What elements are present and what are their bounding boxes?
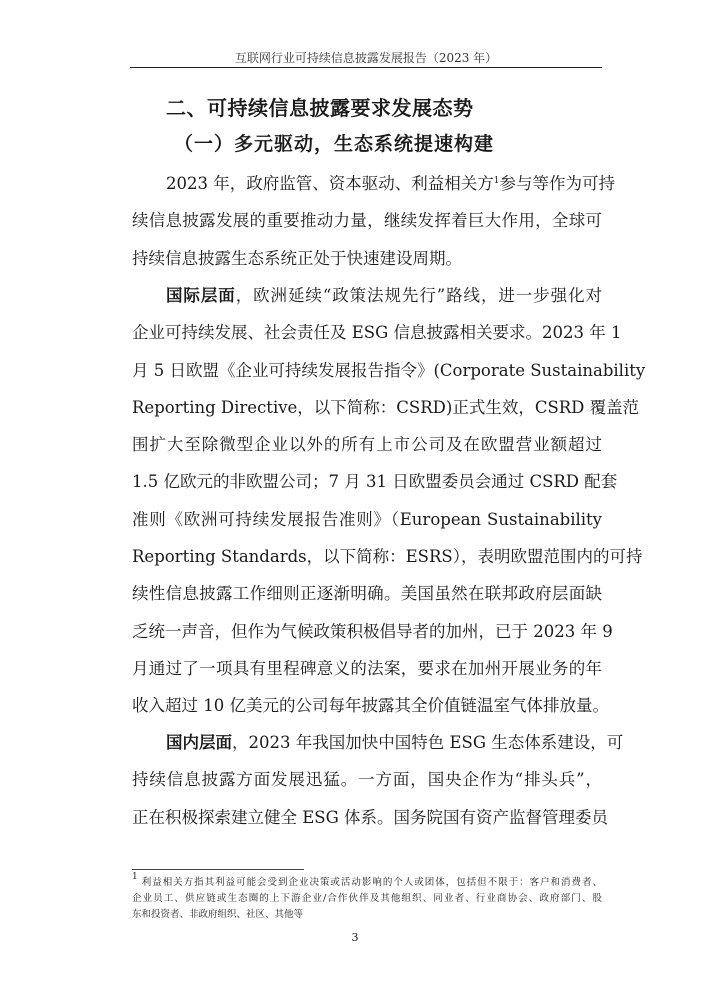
page-number: 3 [351, 931, 359, 944]
footnote [132, 872, 602, 923]
paragraph-line: 准则《欧洲可持续发展报告准则》（European Sustainability [132, 509, 602, 529]
paragraph-line: 收入超过 10 亿美元的公司每年披露其全价值链温室气体排放量。 [132, 696, 609, 716]
paragraph-line: 企业可持续发展、社会责任及 ESG 信息披露相关要求。2023 年 1 [132, 323, 622, 343]
paragraph-line: Reporting Standards，以下简称：ESRS），表明欧盟范围内的可持 [132, 547, 643, 567]
running-header: 互联网行业可持续信息披露发展报告（2023 年） [234, 51, 498, 65]
paragraph-line: 国内层面，2023 年我国加快中国特色 ESG 生态体系建设，可 [166, 733, 624, 752]
paragraph-lead: 国内层面 [166, 733, 232, 752]
footnote-line: $^1$ 利益相关方指其利益可能会受到企业决策或活动影响的个人或团体，包括但不限于：客户和消费者、 [132, 872, 602, 888]
paragraph-lead: 国际层面 [166, 286, 236, 305]
paragraph-line: 正在积极探索建立健全 ESG 体系。国务院国有资产监督管理委员 [132, 807, 609, 827]
paragraph-domestic [132, 724, 624, 836]
footnote-marker: 1 [132, 872, 138, 882]
paragraph-line: 2023 年，政府监管、资本驱动、利益相关方$^1$参与等作为可持 [166, 174, 615, 193]
paragraph-line: 乏统一声音，但作为气候政策积极倡导者的加州，已于 2023 年 9 [132, 621, 613, 641]
paragraph-line: 持续信息披露生态系统正处于快速建设周期。 [132, 248, 462, 268]
paragraph-line: 月通过了一项具有里程碑意义的法案，要求在加州开展业务的年 [132, 658, 602, 678]
paragraph-line: 围扩大至除微型企业以外的所有上市公司及在欧盟营业额超过 [132, 435, 602, 455]
paragraph-line: 国际层面，欧洲延续“政策法规先行”路线，进一步强化对 [166, 286, 602, 305]
header-rule [130, 67, 602, 68]
paragraph-line: Reporting Directive，以下简称：CSRD)正式生效，CSRD 覆盖范 [132, 397, 640, 417]
paragraph-line: 月 5 日欧盟《企业可持续发展报告指令》(Corporate Sustainability [132, 360, 646, 380]
section-title: 二、可持续信息披露要求发展态势 [166, 96, 474, 120]
paragraph-line: 续性信息披露工作细则正逐渐明确。美国虽然在联邦政府层面缺 [132, 584, 602, 604]
paragraph-line: 持续信息披露方面发展迅猛。一方面，国央企作为“排头兵”， [132, 770, 602, 790]
footnote-line: 东和投资者、非政府组织、社区、其他等 [132, 909, 304, 920]
footnote-line: 企业员工、供应链或生态圈的上下游企业/合作伙伴及其他组织、同业者、行业商协会、政府部门、股 [132, 893, 602, 904]
paragraph-line: 续信息披露发展的重要推动力量，继续发挥着巨大作用，全球可 [132, 211, 602, 231]
paragraph-international [132, 277, 646, 725]
section-subtitle: （一）多元驱动，生态系统提速构建 [174, 133, 495, 155]
footnote-rule [132, 869, 304, 870]
footnote-marker[interactable]: 1 [493, 176, 500, 186]
paragraph-overview [132, 165, 615, 277]
paragraph-line: 1.5 亿欧元的非欧盟公司；7 月 31 日欧盟委员会通过 CSRD 配套 [132, 472, 618, 492]
